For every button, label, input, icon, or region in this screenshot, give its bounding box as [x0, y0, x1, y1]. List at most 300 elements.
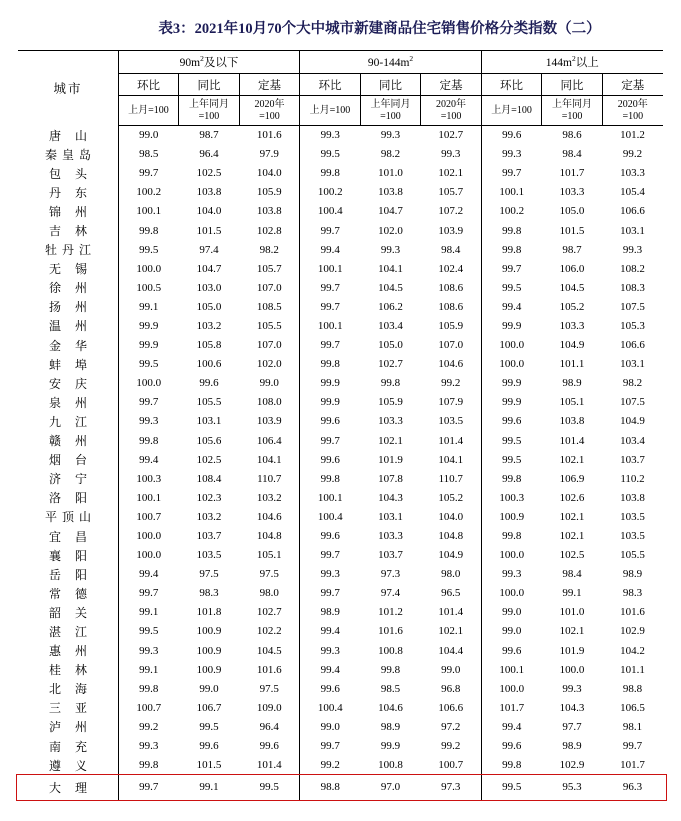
- row-value-cell: 103.2: [196, 319, 222, 332]
- row-value-cell: 104.3: [559, 701, 585, 714]
- row-value-cell: 104.8: [256, 530, 282, 543]
- row-value-cell: 99.5: [300, 145, 361, 164]
- row-value-cell: 98.2: [380, 148, 401, 161]
- row-value-cell: 98.3: [199, 587, 219, 600]
- table-row: [18, 164, 663, 183]
- city-label: 烟台: [48, 453, 101, 468]
- row-value-cell: 99.8: [481, 526, 542, 545]
- base-0-1: 上年同月 =100: [188, 99, 229, 122]
- row-city-name: [18, 526, 118, 545]
- row-value-cell: 99.4: [300, 240, 361, 259]
- row-value-cell: 105.0: [559, 205, 585, 218]
- row-value-cell: 100.7: [438, 759, 464, 772]
- row-city-name: [18, 641, 118, 660]
- base-2-0: 上月=100: [491, 104, 532, 116]
- row-value-cell: 99.8: [380, 663, 401, 676]
- row-value-cell: 100.9: [196, 644, 222, 657]
- table-row: [18, 412, 663, 431]
- row-value-cell: 102.7: [438, 129, 464, 142]
- row-value-cell: 99.7: [300, 431, 361, 450]
- city-label: 丹东: [48, 185, 101, 200]
- row-value-cell: 105.5: [196, 396, 222, 409]
- row-value-cell: 100.1: [481, 660, 542, 679]
- baseheader-0-0: [118, 96, 179, 126]
- baseheader-1-0: [300, 96, 361, 126]
- table-row: [18, 336, 663, 355]
- row-city-name: [18, 240, 118, 259]
- row-value-cell: 99.7: [300, 297, 361, 316]
- row-value-cell: 99.6: [481, 737, 542, 756]
- row-value-cell: 101.6: [256, 129, 282, 142]
- row-city-name: [18, 374, 118, 393]
- row-value-cell: 99.8: [118, 756, 179, 775]
- row-value-cell: 101.6: [256, 663, 282, 676]
- row-value-cell: 104.0: [256, 167, 282, 180]
- row-value-cell: 101.0: [559, 606, 585, 619]
- row-value-cell: 99.2: [441, 740, 461, 753]
- row-value-cell: 102.3: [196, 491, 222, 504]
- row-value-cell: 103.3: [620, 167, 645, 180]
- row-value-cell: 105.0: [196, 300, 222, 313]
- row-value-cell: 99.5: [199, 720, 219, 733]
- page-title: 表3：2021年10月70个大中城市新建商品住宅销售价格分类指数（二）: [158, 21, 601, 37]
- row-value-cell: 103.8: [620, 491, 645, 504]
- row-value-cell: 101.5: [196, 759, 222, 772]
- row-value-cell: 100.0: [118, 259, 179, 278]
- row-city-name: [18, 278, 118, 297]
- baseheader-2-0: [481, 96, 542, 126]
- row-city-name: [18, 164, 118, 183]
- row-value-cell: 100.9: [196, 663, 222, 676]
- table-row: [18, 603, 663, 622]
- row-value-cell: 102.7: [256, 606, 282, 619]
- table-row: [18, 565, 663, 584]
- row-value-cell: 104.4: [438, 644, 464, 657]
- city-label: 南充: [48, 739, 101, 754]
- row-city-name: [18, 737, 118, 756]
- sub-1-0: 环比: [318, 79, 342, 92]
- row-city-name: [18, 660, 118, 679]
- row-value-cell: 106.5: [620, 701, 645, 714]
- row-value-cell: 97.3: [380, 568, 401, 581]
- row-value-cell: 100.7: [118, 698, 179, 717]
- row-value-cell: 100.0: [118, 526, 179, 545]
- row-value-cell: 102.8: [256, 224, 282, 237]
- row-value-cell: 102.9: [620, 625, 645, 638]
- row-value-cell: 99.3: [118, 412, 179, 431]
- city-label: 惠州: [48, 644, 101, 659]
- row-value-cell: 104.6: [378, 701, 403, 714]
- row-value-cell: 104.1: [256, 453, 282, 466]
- row-value-cell: 100.0: [481, 336, 542, 355]
- row-value-cell: 100.1: [118, 488, 179, 507]
- row-value-cell: 103.1: [378, 510, 403, 523]
- city-label: 泉州: [48, 395, 101, 410]
- row-value-cell: 105.9: [438, 319, 464, 332]
- row-value-cell: 105.2: [438, 491, 464, 504]
- row-value-cell: 104.6: [438, 358, 464, 371]
- row-value-cell: 105.5: [256, 319, 282, 332]
- row-city-name: [18, 431, 118, 450]
- row-value-cell: 98.2: [622, 377, 643, 390]
- row-value-cell: 99.4: [300, 622, 361, 641]
- row-value-cell: 100.4: [300, 507, 361, 526]
- row-value-cell: 104.5: [378, 281, 403, 294]
- row-value-cell: 99.9: [118, 336, 179, 355]
- table-row: [18, 717, 663, 736]
- subheader-yoy-0: [179, 74, 240, 96]
- row-value-cell: 99.3: [300, 126, 361, 145]
- row-value-cell: 98.8: [622, 682, 643, 695]
- city-label: 宜昌: [48, 529, 101, 544]
- row-value-cell: 100.4: [300, 202, 361, 221]
- row-value-cell: 100.0: [118, 546, 179, 565]
- base-1-0: 上月=100: [309, 104, 351, 116]
- row-value-cell: 104.9: [559, 339, 585, 352]
- row-value-cell: 106.4: [256, 434, 282, 447]
- row-value-cell: 99.7: [481, 259, 542, 278]
- row-value-cell: 103.5: [438, 415, 464, 428]
- row-value-cell: 103.8: [559, 415, 585, 428]
- row-value-cell: 108.4: [196, 472, 222, 485]
- sub-1-1: 同比: [379, 79, 402, 92]
- subheader-mom-2: [481, 74, 542, 96]
- row-value-cell: 100.6: [196, 358, 222, 371]
- row-value-cell: 99.6: [199, 377, 219, 390]
- row-value-cell: 103.5: [620, 510, 645, 523]
- row-value-cell: 99.6: [300, 526, 361, 545]
- row-city-name: [18, 412, 118, 431]
- row-value-cell: 106.0: [559, 262, 585, 275]
- row-value-cell: 103.8: [378, 186, 403, 199]
- row-value-cell: 99.5: [481, 450, 542, 469]
- table-row: [18, 584, 663, 603]
- row-value-cell: 100.3: [118, 469, 179, 488]
- row-value-cell: 99.8: [481, 469, 542, 488]
- row-value-cell: 99.3: [622, 243, 643, 256]
- row-value-cell: 103.2: [196, 510, 222, 523]
- table-row: [18, 355, 663, 374]
- row-value-cell: 104.5: [256, 644, 282, 657]
- row-value-cell: 98.9: [562, 377, 582, 390]
- row-value-cell: 102.0: [378, 224, 403, 237]
- row-value-cell: 96.4: [259, 720, 279, 733]
- row-value-cell: 102.6: [559, 491, 585, 504]
- row-value-cell: 99.9: [481, 374, 542, 393]
- row-value-cell: 101.2: [378, 606, 403, 619]
- city-label: 北海: [48, 682, 101, 697]
- base-1-2: 2020年 =100: [436, 99, 466, 122]
- group-label-2: $144m^2$以上: [545, 54, 599, 69]
- row-value-cell: 108.0: [256, 396, 282, 409]
- row-value-cell: 98.0: [441, 568, 461, 581]
- row-value-cell: 99.8: [118, 679, 179, 698]
- row-value-cell: 99.7: [118, 393, 179, 412]
- row-value-cell: 100.2: [481, 202, 542, 221]
- row-value-cell: 104.5: [559, 281, 585, 294]
- row-value-cell: 103.9: [256, 415, 282, 428]
- table-row: [18, 679, 663, 698]
- row-value-cell: 99.8: [300, 355, 361, 374]
- row-value-cell: 96.4: [199, 148, 219, 161]
- city-header-label: 城市: [53, 82, 83, 97]
- row-value-cell: 102.1: [559, 625, 585, 638]
- subheader-yoy-2: [542, 74, 603, 96]
- row-value-cell: 97.9: [259, 148, 279, 161]
- row-value-cell: 108.3: [620, 281, 645, 294]
- city-label: 温州: [48, 319, 101, 334]
- row-value-cell: 101.6: [378, 625, 403, 638]
- row-city-name: [18, 546, 118, 565]
- city-label: 平顶山: [44, 510, 96, 525]
- row-value-cell: 99.3: [380, 129, 401, 142]
- row-value-cell: 104.7: [196, 262, 222, 275]
- row-value-cell: 106.6: [438, 701, 464, 714]
- table-row: [18, 507, 663, 526]
- row-city-name: [18, 622, 118, 641]
- row-value-cell: 99.8: [481, 221, 542, 240]
- row-value-cell: 99.7: [118, 584, 179, 603]
- city-label: 泸州: [48, 720, 101, 735]
- row-value-cell: 99.7: [118, 775, 179, 801]
- row-city-name: [18, 488, 118, 507]
- row-value-cell: 99.7: [300, 546, 361, 565]
- row-value-cell: 99.5: [118, 622, 179, 641]
- baseheader-0-1: [179, 96, 240, 126]
- table-row: [18, 546, 663, 565]
- row-value-cell: 105.1: [559, 396, 585, 409]
- row-value-cell: 102.1: [378, 434, 403, 447]
- table-row: [18, 126, 663, 145]
- table-row: [18, 660, 663, 679]
- row-value-cell: 106.6: [620, 205, 645, 218]
- base-0-2: 2020年 =100: [254, 99, 285, 122]
- row-value-cell: 102.5: [196, 167, 222, 180]
- row-value-cell: 107.2: [438, 205, 464, 218]
- row-value-cell: 106.6: [620, 339, 645, 352]
- row-value-cell: 98.4: [441, 243, 461, 256]
- row-value-cell: 99.9: [300, 393, 361, 412]
- table-row: [18, 240, 663, 259]
- row-value-cell: 103.9: [438, 224, 464, 237]
- row-value-cell: 110.7: [438, 472, 463, 485]
- row-value-cell: 107.0: [256, 339, 282, 352]
- row-value-cell: 105.9: [256, 186, 282, 199]
- row-value-cell: 97.5: [199, 568, 219, 581]
- row-value-cell: 104.7: [378, 205, 403, 218]
- city-label: 唐山: [48, 128, 101, 143]
- table-row: [18, 278, 663, 297]
- row-city-name: [18, 698, 118, 717]
- row-value-cell: 97.0: [360, 775, 421, 801]
- row-value-cell: 98.4: [562, 568, 582, 581]
- row-value-cell: 97.4: [380, 587, 401, 600]
- row-value-cell: 107.5: [620, 300, 645, 313]
- table-body: [18, 126, 663, 801]
- row-value-cell: 99.1: [118, 660, 179, 679]
- table-header: [18, 51, 663, 126]
- row-value-cell: 108.5: [256, 300, 282, 313]
- city-label: 遵义: [48, 758, 101, 773]
- table-row: [18, 183, 663, 202]
- city-label: 吉林: [48, 224, 101, 239]
- row-city-name: [18, 297, 118, 316]
- row-value-cell: 103.4: [378, 319, 403, 332]
- row-value-cell: 99.7: [300, 737, 361, 756]
- row-city-name: [18, 183, 118, 202]
- row-value-cell: 99.5: [481, 775, 542, 801]
- row-value-cell: 103.3: [559, 319, 585, 332]
- sub-2-2: 定基: [621, 79, 645, 92]
- city-label: 常德: [48, 586, 101, 601]
- row-city-name: [18, 756, 118, 775]
- table-row: [18, 221, 663, 240]
- baseheader-0-2: [239, 96, 300, 126]
- row-value-cell: 95.3: [542, 775, 603, 801]
- row-value-cell: 96.5: [441, 587, 461, 600]
- table-row: [18, 316, 663, 335]
- row-value-cell: 99.7: [118, 164, 179, 183]
- row-value-cell: 99.2: [441, 377, 461, 390]
- row-value-cell: 100.4: [300, 698, 361, 717]
- row-value-cell: 105.7: [256, 262, 282, 275]
- row-value-cell: 99.1: [118, 603, 179, 622]
- row-value-cell: 97.5: [259, 682, 279, 695]
- row-city-name: [18, 259, 118, 278]
- row-value-cell: 99.6: [300, 412, 361, 431]
- row-value-cell: 106.9: [559, 472, 585, 485]
- row-value-cell: 98.0: [259, 587, 279, 600]
- city-label: 湛江: [48, 624, 101, 639]
- city-label: 三亚: [48, 701, 101, 716]
- row-value-cell: 102.1: [559, 530, 585, 543]
- row-value-cell: 96.8: [441, 682, 461, 695]
- row-value-cell: 105.4: [620, 186, 645, 199]
- city-label: 无锡: [48, 262, 101, 277]
- column-group-90-144: [300, 51, 482, 74]
- row-value-cell: 99.0: [300, 717, 361, 736]
- row-value-cell: 99.4: [118, 565, 179, 584]
- row-value-cell: 97.3: [421, 775, 482, 801]
- row-value-cell: 104.1: [438, 453, 464, 466]
- row-value-cell: 99.5: [481, 278, 542, 297]
- price-index-table: [18, 50, 663, 801]
- row-value-cell: 102.5: [196, 453, 222, 466]
- row-value-cell: 107.0: [438, 339, 464, 352]
- row-value-cell: 100.0: [481, 546, 542, 565]
- row-value-cell: 100.1: [481, 183, 542, 202]
- row-value-cell: 99.4: [300, 660, 361, 679]
- row-value-cell: 99.0: [481, 603, 542, 622]
- city-label: 襄阳: [48, 548, 101, 563]
- row-value-cell: 99.2: [300, 756, 361, 775]
- row-value-cell: 100.1: [300, 259, 361, 278]
- baseheader-1-1: [360, 96, 421, 126]
- row-value-cell: 103.1: [620, 224, 645, 237]
- row-value-cell: 103.4: [620, 434, 645, 447]
- row-value-cell: 99.6: [199, 740, 219, 753]
- row-value-cell: 103.1: [196, 415, 222, 428]
- row-value-cell: 99.1: [562, 587, 582, 600]
- row-value-cell: 99.8: [300, 164, 361, 183]
- city-label: 蚌埠: [48, 357, 101, 372]
- row-value-cell: 100.0: [118, 374, 179, 393]
- row-value-cell: 104.2: [620, 644, 645, 657]
- row-value-cell: 101.1: [559, 358, 585, 371]
- row-value-cell: 99.9: [481, 316, 542, 335]
- row-value-cell: 99.3: [300, 565, 361, 584]
- row-value-cell: 99.5: [118, 240, 179, 259]
- row-value-cell: 104.6: [256, 510, 282, 523]
- base-2-1: 上年同月 =100: [552, 99, 593, 122]
- row-value-cell: 110.2: [620, 472, 645, 485]
- row-value-cell: 103.5: [196, 549, 222, 562]
- row-value-cell: 110.7: [257, 472, 282, 485]
- sub-2-0: 环比: [500, 79, 524, 92]
- row-value-cell: 100.1: [300, 316, 361, 335]
- row-value-cell: 101.7: [620, 759, 645, 772]
- row-city-name: [18, 469, 118, 488]
- row-value-cell: 99.6: [300, 450, 361, 469]
- row-city-name: [18, 202, 118, 221]
- row-value-cell: 99.8: [481, 240, 542, 259]
- row-value-cell: 102.4: [438, 262, 464, 275]
- row-value-cell: 98.5: [118, 145, 179, 164]
- row-city-name: [18, 450, 118, 469]
- table-row: [18, 526, 663, 545]
- row-value-cell: 101.4: [438, 606, 464, 619]
- row-value-cell: 104.8: [438, 530, 464, 543]
- row-value-cell: 100.0: [481, 355, 542, 374]
- base-1-1: 上年同月 =100: [370, 99, 411, 122]
- row-city-name: [18, 336, 118, 355]
- row-value-cell: 99.5: [239, 775, 300, 801]
- column-header-city: [18, 51, 118, 126]
- table-row: [18, 297, 663, 316]
- row-value-cell: 100.9: [481, 507, 542, 526]
- row-value-cell: 99.8: [118, 221, 179, 240]
- row-value-cell: 102.9: [559, 759, 585, 772]
- city-label: 赣州: [48, 434, 101, 449]
- row-value-cell: 101.6: [620, 606, 645, 619]
- row-value-cell: 98.8: [300, 775, 361, 801]
- row-value-cell: 106.7: [196, 701, 222, 714]
- sub-2-1: 同比: [560, 79, 584, 92]
- row-value-cell: 104.1: [378, 262, 403, 275]
- row-value-cell: 101.2: [620, 129, 645, 142]
- row-value-cell: 100.2: [118, 183, 179, 202]
- row-value-cell: 99.2: [622, 148, 643, 161]
- subheader-fixed-0: [239, 74, 300, 96]
- row-value-cell: 102.1: [559, 510, 585, 523]
- row-value-cell: 104.0: [438, 510, 464, 523]
- table-row: [18, 450, 663, 469]
- row-value-cell: 101.8: [196, 606, 222, 619]
- row-value-cell: 101.5: [196, 224, 222, 237]
- row-value-cell: 100.8: [378, 644, 403, 657]
- row-value-cell: 103.1: [620, 358, 645, 371]
- row-value-cell: 108.2: [620, 262, 645, 275]
- city-label: 韶关: [48, 605, 101, 620]
- row-value-cell: 97.4: [199, 243, 219, 256]
- row-value-cell: 104.9: [620, 415, 645, 428]
- table-row: [18, 737, 663, 756]
- city-label: 九江: [48, 414, 101, 429]
- row-value-cell: 101.0: [378, 167, 403, 180]
- table-row: [18, 469, 663, 488]
- row-value-cell: 105.7: [438, 186, 464, 199]
- column-group-144-and-above: [481, 51, 663, 74]
